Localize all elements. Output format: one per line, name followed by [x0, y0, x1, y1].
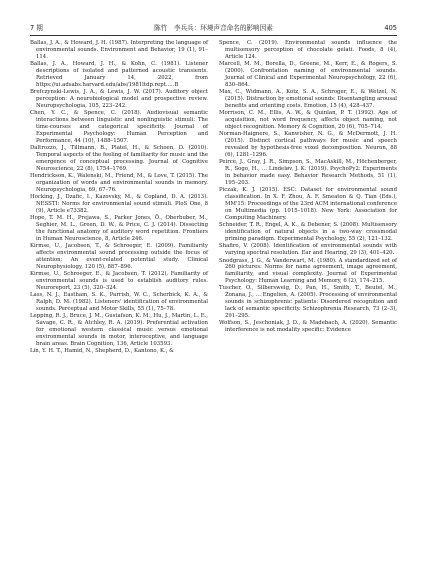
- reference-entry: Norman-Haignere, S., Kanwisher, N. G., & McDermott, J. H. (2015). Distinct cortical pathways for music and speech revealed by hypothesis-free voxel decomposition. Neuron, 88 (6), 1281–1296.: [219, 131, 397, 158]
- reference-entry: Daltrozzo, J., Tillmann, B., Platel, H., & Schoen, D. (2010). Temporal aspects of the feeling of familiarity for music and the emergence of conceptual processing. Journal of Cognitive Neuroscience, 22 (8), 1754–1769.: [30, 145, 208, 172]
- reference-entry: Chen, Y. C., & Spence, C. (2018). Audiovisual semantic interactions between linguistic and nonlinguistic stimuli: The time-courses and categorical specificity. Journal of Experimental Psychology: Human Perception and Performance, 44 (10), 1488–1507.: [30, 110, 208, 144]
- reference-entry: Wolfson, S., Jeschoniak, J. D., & Madebach, A. (2020). Semantic interference is not modality specific: Evidence: [219, 320, 397, 334]
- reference-entry: Lass, N. J., Eastham, S. K., Parrish, W. C., Scherbick, K. A., & Ralph, D. M. (1982). Listeners' identification of environmental sounds. Perceptual and Motor Skills, 55 (1), 75–78.: [30, 292, 208, 312]
- reference-entry: Brefczynski-Lewis, J. A., & Lewis, J. W. (2017). Auditory object perception: A neurobiological model and prospective review. Neuropsychologia, 105, 223–242.: [30, 89, 208, 109]
- issue-number: 7 期: [30, 24, 43, 32]
- reference-entry: Morrison, C. M., Ellis, A. W., & Quinlan, P. T. (1992). Age of acquisition, not word frequency, affects object naming, not object recognition. Memory & Cognition, 20 (6), 705–714.: [219, 110, 397, 130]
- reference-entry: Snodgrass, J. G., & Vanderwart, M. (1980). A standardized set of 260 pictures: Norms for name agreement, image agreement, familiarity, and visual complexity. Journal of Experimental Psychology: Human Learning and Memory, 6 (2), 174–215.: [219, 257, 397, 285]
- reference-entry: Kirmse, U., Jacobsen, T., & Schroeger, E. (2009). Familiarity affects environmental sound processing outside the focus of attention: An event-related potential study. Clinical Neurophysiology, 120 (5), 887–896.: [30, 243, 208, 270]
- reference-entry: Max, C., Widmann, A., Kotz, S. A., Schroger, E., & Wetzel, N. (2015). Distraction by emotional sounds: Disentangling arousal benefits and orienting costs. Emotion, 15 (4), 428–437.: [219, 89, 397, 109]
- reference-entry: Schneider, T. R., Engel, A. K., & Debener, S. (2008). Multisensory identification of natural objects in a two-way crossmodal priming paradigm. Experimental Psychology, 55 (2), 121–132.: [219, 222, 397, 242]
- reference-entry: Kirmse, U., Schroeger, E., & Jacobsen, T. (2012). Familiarity of environmental sounds is used to establish auditory rules. Neuroreport, 23 (5), 320–324.: [30, 271, 208, 291]
- reference-entry: Hope, T. M. H., Prejawa, S., Parker Jones, Ō., Oberhuber, M., Seghier, M. L., Green, D. W., & Price, C. J. (2014). Dissecting the functional anatomy of auditory word repetition. Frontiers in Human Neuroscience, 8, Article 246.: [30, 215, 208, 242]
- reference-entry: Ballas, J. A., & Howard, J. H. (1987). Interpreting the language of environmental sounds. Environment and Behavior, 19 (1), 91–114.: [30, 40, 208, 60]
- reference-entry: Lepping, R. J., Bruce, J. M., Gustafson, K. M., Hu, J., Martin, L. E., Savage, C. R., & Atchley, R. A. (2019). Preferential activation for emotional western classical music versus emotional environmental sounds in motor, interoceptive, and language brain areas. Brain Cognition, 136, Article 103593.: [30, 313, 208, 347]
- reference-entry: Hocking, J., Dzafic, I., Kazovsky, M., & Copland, D. A. (2013). NESSTI: Norms for environmental sound stimuli. PloS One, 8 (9), Article e73382.: [30, 194, 208, 214]
- reference-entry: Peirce, J., Gray, J. R., Simpson, S., MacAskill, M., Höchenberger, R., Sogo, H., ... Lindeløv, J. K. (2019). PsychoPy2: Experiments in behavior made easy. Behavior Research Methods, 51 (1), 195–203.: [219, 159, 397, 186]
- reference-column-right: [219, 40, 397, 335]
- reference-entry: Hendrickson, K., Walenski, M., Friend, M., & Love, T. (2015). The organization of words and environmental sounds in memory. Neuropsychologia, 69, 67–76.: [30, 173, 208, 193]
- reference-column-left: [30, 40, 208, 356]
- reference-entry: Shafiro, V. (2008). Identification of environmental sounds with varying spectral resolution. Ear and Hearing, 29 (3), 401–420.: [219, 243, 397, 257]
- running-title: 陈竹 李兵兵：环境声音命名的影响因素: [154, 24, 273, 32]
- page-number: 405: [384, 24, 397, 32]
- reference-entry: Lin, Y. H. T., Hamid, N., Shepherd, D., Kantono, K., &: [30, 348, 174, 355]
- reference-entry: Piczak, K. J. (2015). ESC: Dataset for environmental sound classification. In X. F. Zhou, A. F. Smeaton & Q. Tian (Eds.), MM'15: Proceedings of the 23rd ACM international conference on Multimedia (pp. 1015–1018). New York: Association for Computing Machinery.: [219, 187, 397, 221]
- reference-entry: Spence, C. (2019). Environmental sounds influence the multisensory perception of chocolate gelati. Foods, 8 (4), Article 124.: [219, 40, 397, 60]
- reference-entry: Ballas, J. A., Howard, J. H., & Kohn, C. (1981). Listener descriptions of isolated and patterned acoustic transients. Retrieved January 14, 2022, from https://ui.adsabs.harvard.edu/abs/1981ltdp.rept.....B: [30, 61, 208, 88]
- reference-entry: Marcell, M. M., Borella, D., Greene, M., Kerr, E., & Rogers, S. (2000). Confrontation naming of environmental sounds. Journal of Clinical and Experimental Neuropsychology, 22 (6), 830–864.: [219, 61, 397, 88]
- running-header: [30, 21, 397, 36]
- reference-entry: Tuscher, O., Silbersweig, D., Pan, H., Smith, T., Beutel, M., Zonana, J., ... Engelien, A. (2005). Processing of environmental sounds in schizophrenic patients: Disordered recognition and lack of semantic specificity. Schizophrenia Research, 73 (2–3), 291–295.: [219, 285, 397, 319]
